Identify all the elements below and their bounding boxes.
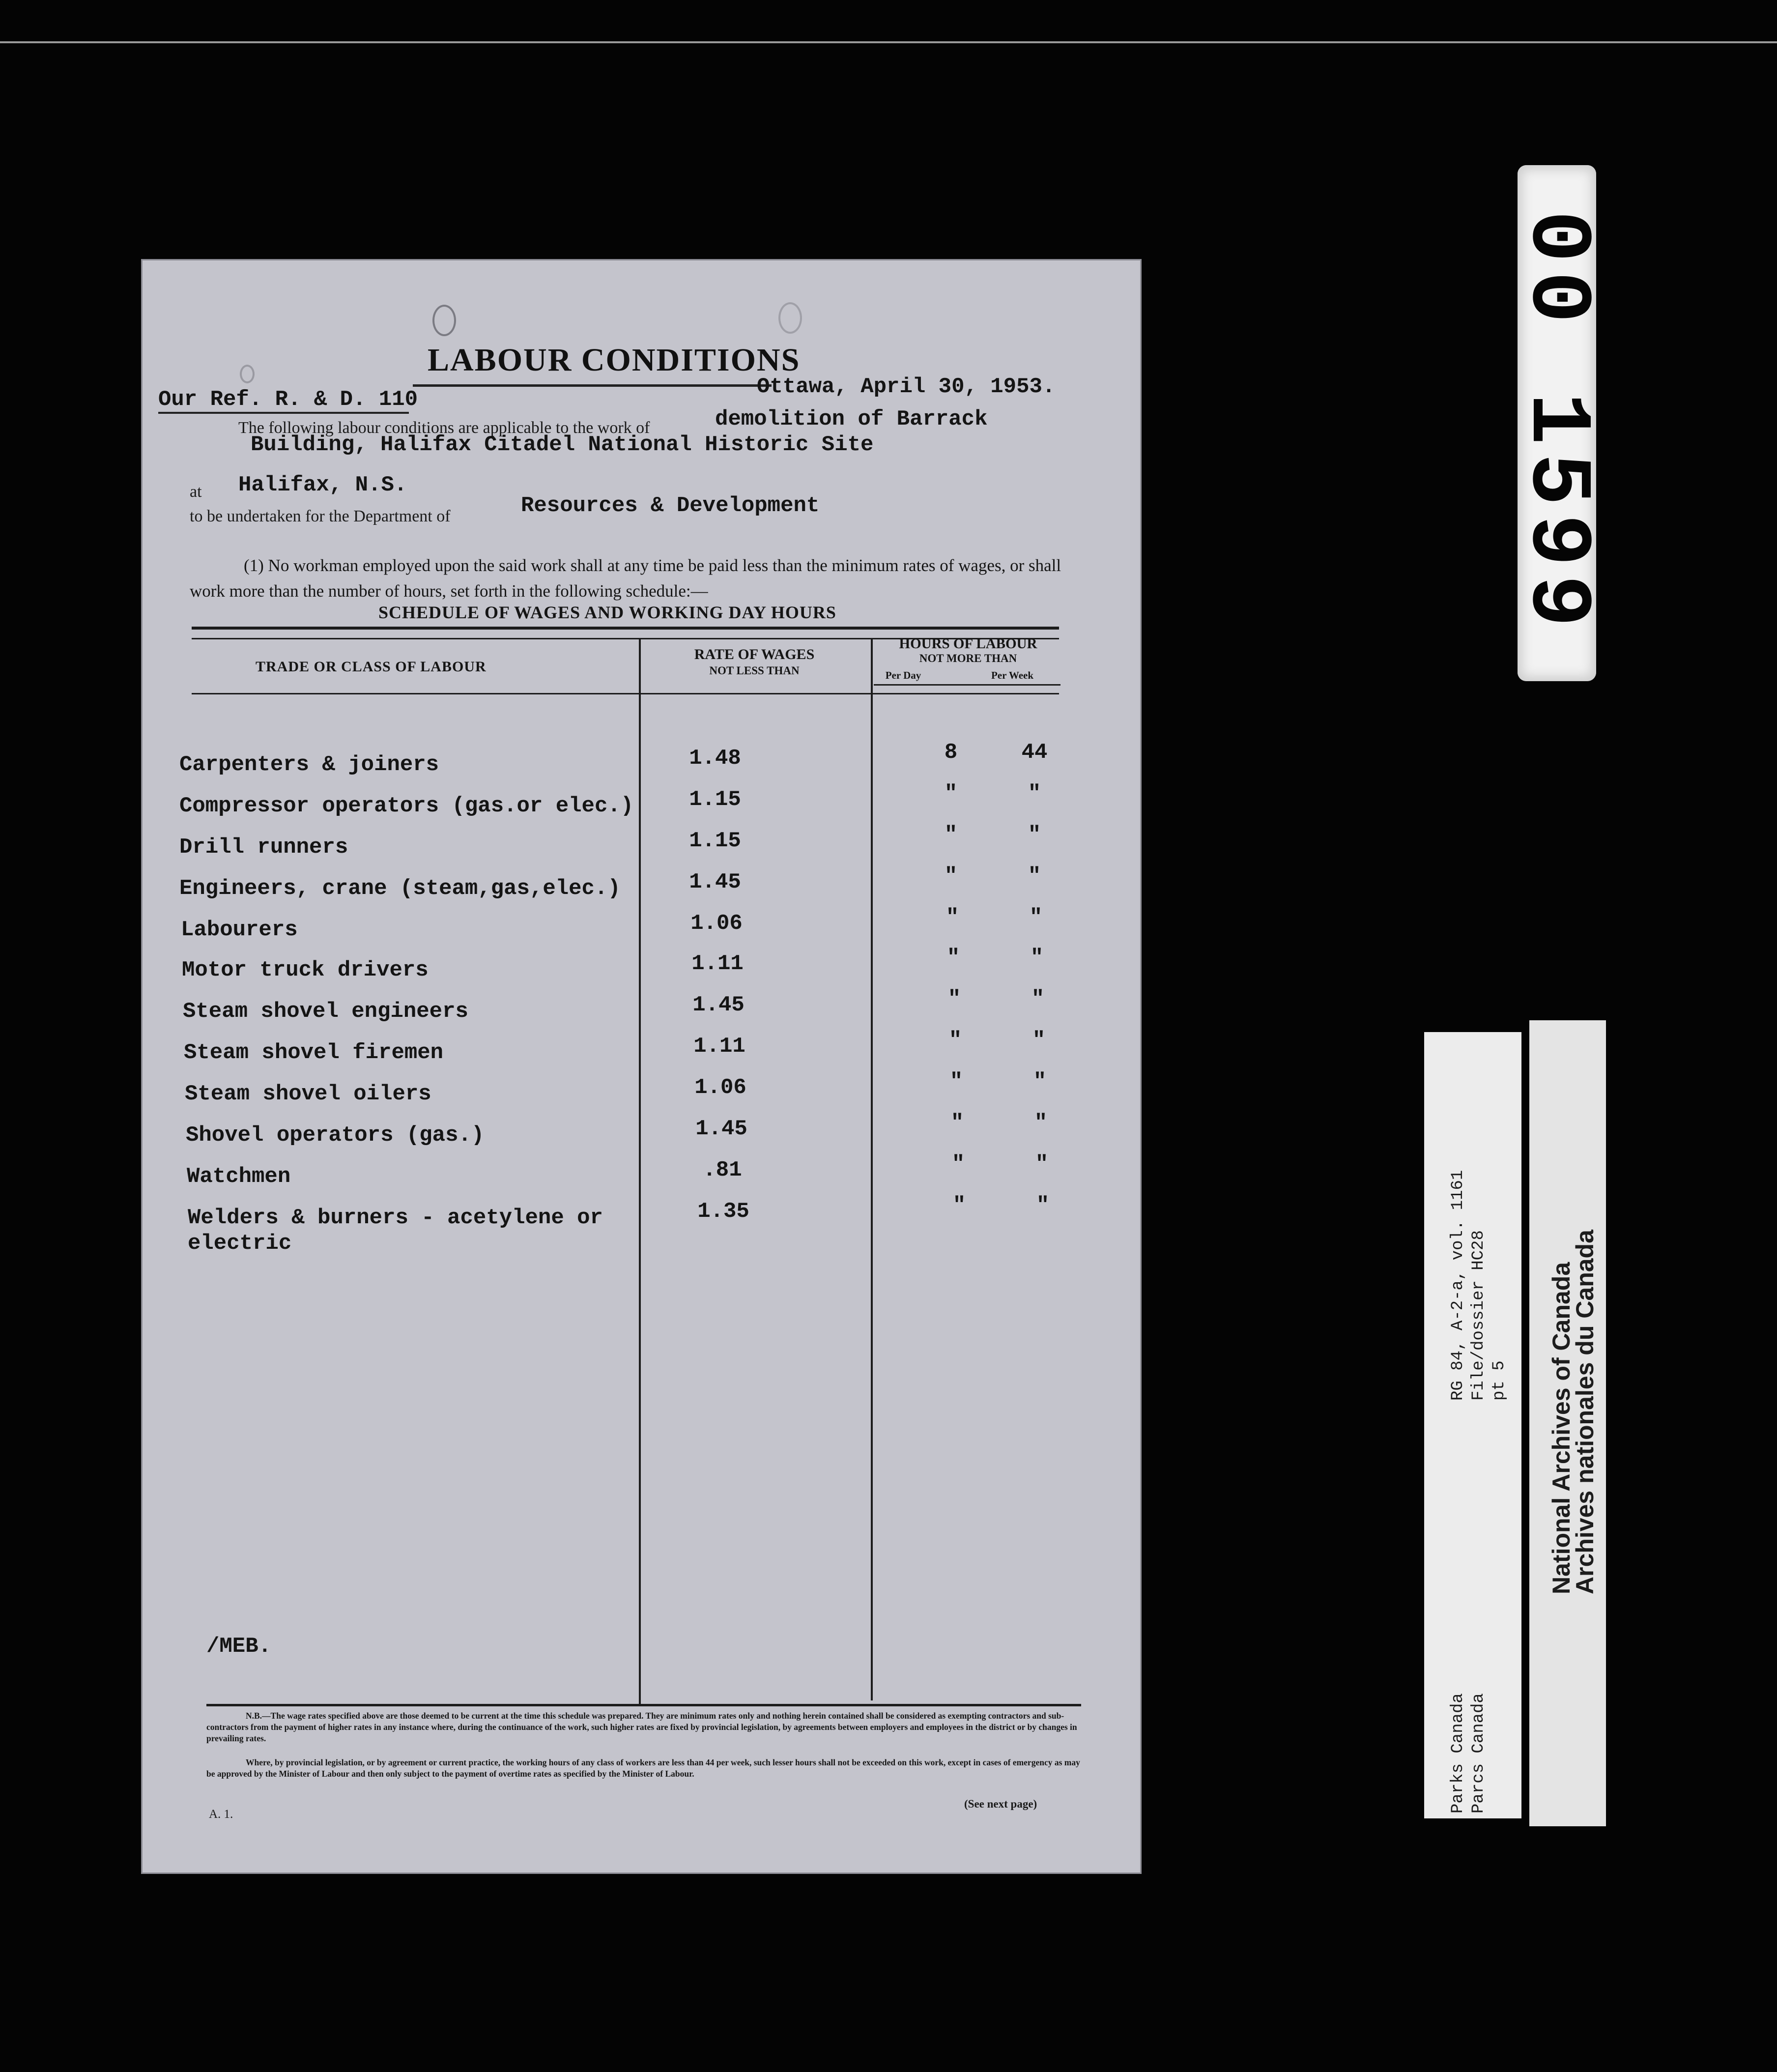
hours-per-day: " [947,987,961,1011]
wage-rate: 1.06 [690,911,743,936]
parks-canada-en: Parks Canada [1449,1693,1467,1813]
work-description-line1: demolition of Barrack [715,407,988,432]
hours-per-day: 8 [944,740,958,765]
header-trade: TRADE OR CLASS OF LABOUR [256,659,487,675]
hours-per-week: " [1029,905,1043,930]
trade-name: Engineers, crane (steam,gas,elec.) [179,876,621,901]
header-per-week: Per Week [991,669,1034,681]
hours-per-week: " [1030,946,1044,970]
hours-per-week: " [1034,1111,1048,1135]
hours-per-week: " [1033,1069,1047,1094]
hours-per-day: " [950,1111,964,1135]
schedule-title: SCHEDULE OF WAGES AND WORKING DAY HOURS [378,603,836,622]
wage-rate: 1.15 [689,829,741,853]
typist-initials: /MEB. [206,1634,272,1659]
punch-hole [240,365,255,383]
frame-number-tag [1508,165,1606,681]
header-per-day: Per Day [885,669,921,681]
wage-rate: 1.11 [691,951,744,976]
wage-rate: 1.35 [697,1199,749,1224]
footnote-rule [206,1704,1081,1706]
hours-subheader-rule [874,684,1060,686]
hours-per-day: " [949,1069,963,1094]
table-header-rule [192,693,1059,694]
trade-name: Motor truck drivers [182,958,429,982]
hours-per-day: " [944,781,958,806]
place-date: Ottawa, April 30, 1953. [757,374,1056,399]
hours-per-week: " [1028,864,1041,889]
location-value: Halifax, N.S. [238,473,407,497]
hours-per-day: " [944,864,958,889]
national-archives-en: National Archives of Canada [1548,1262,1575,1594]
hours-per-week: 44 [1021,740,1048,765]
header-rate-sub: NOT LESS THAN [709,664,800,677]
footnote-hours: Where, by provincial legislation, or by agreement or current practice, the working hours of any class of workers are less than 44 per week, such lesser hours shall not be exceeded on this work, except in cases of emergency as may be approved by the Minister of Labour and then only subject to the payment of overtime rates as specified by the Minister of Labour. [206,1757,1080,1779]
title-underline [413,384,772,387]
hours-per-week: " [1028,781,1041,806]
footnote-nb: N.B.—The wage rates specified above are those deemed to be current at the time this schedule was prepared. They are minimum rates only and nothing herein contained shall be considered as exempting contractors and sub-contractors from the payment of higher rates in any instance where, during the continuance of the work, such higher rates are fixed by provincial legislation, by agreements between employers and employees in the district or by changes in prevailing rates. [206,1711,1077,1743]
column-divider [639,639,641,1705]
hours-per-day: " [952,1193,966,1218]
frame-number: 00 1599 [1508,210,1606,636]
hours-per-day: " [951,1152,965,1177]
file-dossier-ref: File/dossier HC28 [1469,1230,1488,1401]
wage-rate: 1.45 [689,870,741,894]
table-top-rule [192,627,1059,630]
trade-name: Shovel operators (gas.) [186,1123,485,1148]
parks-canada-fr: Parcs Canada [1469,1693,1488,1813]
hours-per-week: " [1035,1152,1049,1177]
see-next-page: (See next page) [964,1798,1037,1810]
hours-per-week: " [1032,1028,1046,1053]
schedule-paragraph: (1) No workman employed upon the said work shall at any time be paid less than the minimum rates of wages, or shall work more than the number of hours, set forth in the following schedule:— [190,556,1061,601]
wage-rate: 1.48 [689,746,741,771]
document-title: LABOUR CONDITIONS [428,342,801,378]
record-group-ref: RG 84, A-2-a, vol. 1161 [1449,1170,1467,1401]
punch-hole [432,305,456,336]
hours-per-day: " [944,823,958,847]
film-edge-line [0,41,1777,43]
hours-per-day: " [948,1028,962,1053]
reference-underline [158,412,409,414]
header-rate: RATE OF WAGES [694,646,815,662]
department-label: to be undertaken for the Department of [190,507,451,525]
trade-name: Compressor operators (gas.or elec.) [179,794,634,818]
our-reference: Our Ref. R. & D. 110 [158,387,418,412]
wage-rate: 1.45 [692,993,745,1017]
hours-per-week: " [1036,1193,1050,1218]
punch-hole [778,302,802,334]
wage-rate: 1.15 [689,787,741,812]
trade-name: Steam shovel firemen [184,1040,444,1065]
trade-name: Steam shovel oilers [185,1082,431,1106]
header-hours: HOURS OF LABOUR [899,636,1037,652]
trade-name: Carpenters & joiners [179,752,439,777]
form-number: A. 1. [209,1808,233,1821]
trade-name: Drill runners [179,835,348,860]
hours-per-week: " [1028,823,1041,847]
trade-name: Labourers [181,918,298,942]
work-description-line2: Building, Halifax Citadel National Historic Site [251,432,874,457]
header-hours-sub: NOT MORE THAN [919,652,1017,664]
column-divider [871,639,873,1700]
location-label: at [190,483,202,501]
wage-rate: .81 [703,1158,742,1182]
archive-reference-label [1424,1032,1521,1818]
document-sheet [143,260,1140,1872]
trade-name: Watchmen [187,1164,291,1189]
trade-name: Welders & burners - acetylene or electric [188,1206,603,1256]
part-ref: pt 5 [1490,1360,1509,1401]
wage-rate: 1.06 [694,1075,746,1100]
national-archives-label [1529,1020,1606,1826]
hours-per-day: " [946,946,960,970]
department-value: Resources & Development [521,493,820,518]
trade-name: Steam shovel engineers [183,999,468,1024]
intro-label: The following labour conditions are applicable to the work of [238,419,650,437]
national-archives-fr: Archives nationales du Canada [1571,1230,1599,1594]
wage-rate: 1.45 [695,1117,747,1141]
hours-per-day: " [946,905,959,930]
wage-rate: 1.11 [693,1034,745,1059]
hours-per-week: " [1031,987,1045,1011]
